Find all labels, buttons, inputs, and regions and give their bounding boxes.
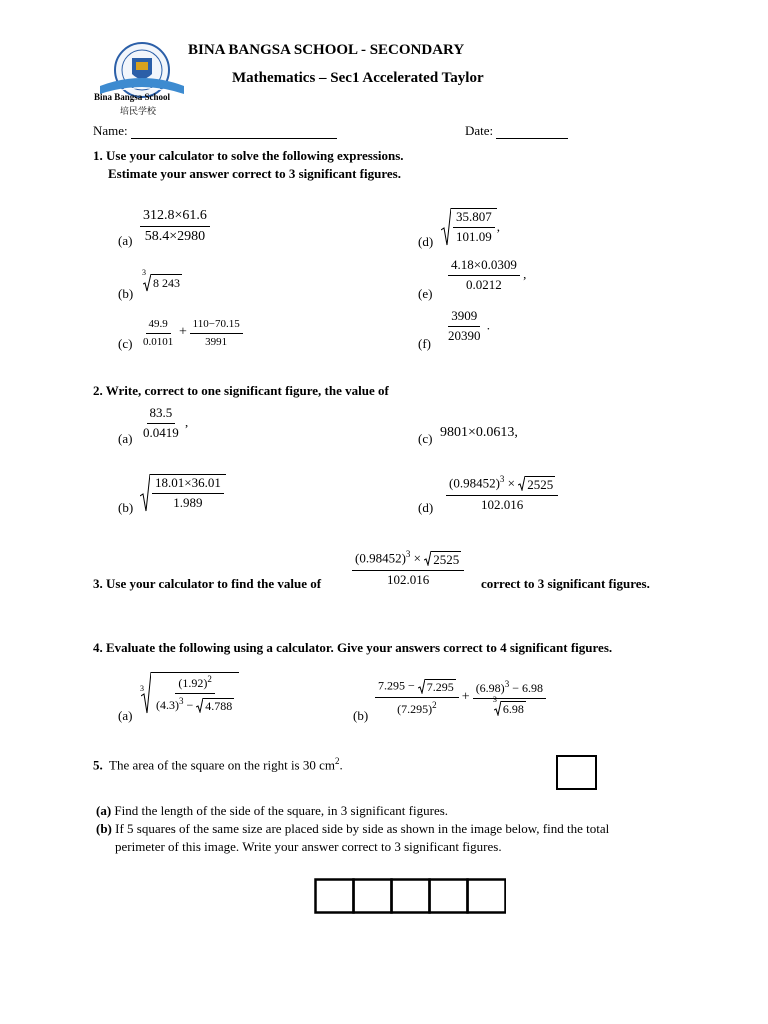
q4a-num-base: (1.92) <box>178 676 208 690</box>
q2-title: 2. Write, correct to one significant figure, the value of <box>93 383 389 398</box>
q3-base: (0.98452) <box>355 550 406 566</box>
q1b-radicand: 8 243 <box>153 276 180 290</box>
name-field[interactable] <box>93 123 337 139</box>
q2d-fraction <box>446 474 558 513</box>
q5-statement <box>93 756 343 773</box>
q4a-cube-root <box>140 672 239 714</box>
five-squares-diagram <box>314 878 506 914</box>
q3-radicand: 2525 <box>433 551 460 567</box>
q2c-label: (c) <box>418 431 433 446</box>
radical-icon <box>424 551 431 566</box>
q5a-text: Find the length of the side of the square, in 3 significant figures. <box>114 803 449 818</box>
q2a-label: (a) <box>118 431 133 446</box>
five-squares-figure <box>314 878 506 918</box>
square-4 <box>430 880 468 913</box>
q3-suffix: correct to 3 significant figures. <box>481 576 650 591</box>
date-line <box>496 126 568 139</box>
q4a-den-base: (4.3) <box>156 697 179 712</box>
q2d-base: (0.98452) <box>449 475 500 491</box>
q2d-radicand: 2525 <box>527 476 554 492</box>
q1f-numerator: 3909 <box>448 309 480 327</box>
q4b-num2-exp: 3 <box>504 679 510 689</box>
q1-line2: Estimate your answer correct to 3 significant figures. <box>108 166 401 181</box>
q3-denominator: 102.016 <box>387 571 430 587</box>
square-3 <box>392 880 430 913</box>
radical-icon <box>196 698 203 713</box>
q2d-times: × <box>507 475 516 491</box>
q4a-label: (a) <box>118 708 133 723</box>
q1d-numerator: 35.807 <box>453 210 495 228</box>
q5a-label: (a) <box>96 803 112 818</box>
q2b-numerator: 18.01×36.01 <box>152 476 224 494</box>
q1c-num1: 49.9 <box>146 318 171 334</box>
q4b-den1-exp: 2 <box>432 699 437 710</box>
q3-prefix: 3. Use your calculator to find the value of <box>93 576 322 591</box>
q5b-line <box>96 821 609 837</box>
q1f-period: . <box>486 317 490 333</box>
subject-title: Mathematics – Sec1 Accelerated Taylor <box>232 70 484 86</box>
q1f-denominator: 20390 <box>448 327 481 343</box>
q1c-plus: + <box>179 324 187 340</box>
q4a-denominator <box>153 694 237 714</box>
square-5 <box>468 880 506 913</box>
q2a-expression <box>140 406 188 441</box>
q3-times: × <box>413 550 422 566</box>
q1d-comma: , <box>496 219 500 234</box>
q2a-denominator: 0.0419 <box>143 424 179 440</box>
q4a-den-exp: 3 <box>179 695 184 706</box>
q4b-num2-base: (6.98) <box>475 681 505 695</box>
school-name: BINA BANGSA SCHOOL - SECONDARY <box>188 42 465 58</box>
q2a-comma: , <box>185 414 189 430</box>
q5-unit-exp: 2 <box>335 756 340 766</box>
q1f-expression <box>445 309 490 344</box>
square-2 <box>354 880 392 913</box>
q2b-denominator: 1.989 <box>173 494 203 510</box>
q1-line1: 1. Use your calculator to solve the following expressions. <box>93 148 404 163</box>
q4b-den2 <box>490 694 529 717</box>
q2a-numerator: 83.5 <box>147 406 176 424</box>
school-logo <box>92 40 192 116</box>
q4b-num2-tail: − 6.98 <box>512 681 543 695</box>
q1e-denominator: 0.0212 <box>466 276 502 292</box>
q3-numerator <box>352 549 464 571</box>
q2d-denominator: 102.016 <box>481 496 524 512</box>
radical-icon <box>518 476 525 491</box>
q1e-label: (e) <box>418 286 433 301</box>
q3-exp: 3 <box>405 549 411 559</box>
q1a-denominator: 58.4×2980 <box>144 229 206 245</box>
q1b-label: (b) <box>118 286 134 301</box>
q4a-num-exp: 2 <box>207 674 212 684</box>
q3-fraction <box>352 549 464 588</box>
name-label: Name: <box>93 123 128 138</box>
q1e-numerator: 4.18×0.0309 <box>448 258 520 276</box>
q1c-label: (c) <box>118 336 133 351</box>
q4b-den2-radicand: 6.98 <box>502 701 524 716</box>
q2b-sqrt <box>140 474 226 512</box>
q1d-denominator: 101.09 <box>456 228 492 244</box>
radical-icon <box>140 474 150 512</box>
q4a-index: 3 <box>140 684 144 693</box>
q4b-den1-base: (7.295) <box>397 701 433 716</box>
radical-icon <box>418 679 425 694</box>
q5-text: The area of the square on the right is 30 cm <box>109 757 335 773</box>
logo-text: Bina Bangsa School <box>94 92 171 102</box>
q2b-label: (b) <box>118 500 134 515</box>
q4b-num1-a: 7.295 − <box>378 678 415 693</box>
name-line <box>131 126 337 139</box>
q4b-num1 <box>375 679 459 698</box>
q1c-den1: 0.0101 <box>143 335 174 348</box>
q4a-den-radicand: 4.788 <box>205 699 233 714</box>
q1d-sqrt <box>441 208 500 246</box>
q2c-expression: 9801×0.0613, <box>440 425 518 440</box>
date-label: Date: <box>465 123 494 138</box>
q1c-expression <box>140 318 243 348</box>
q4b-num1-radicand: 7.295 <box>426 680 454 694</box>
square-1 <box>316 880 354 913</box>
q5b-text: If 5 squares of the same size are placed side by side as shown in the image below, find the total <box>115 821 610 836</box>
q4b-label: (b) <box>353 708 369 723</box>
q4-title: 4. Evaluate the following using a calculator. Give your answers correct to 4 significant figures. <box>93 640 613 655</box>
q5b-text-line2: perimeter of this image. Write your answer correct to 3 significant figures. <box>115 839 502 854</box>
q5-number: 5. <box>93 757 103 773</box>
q2d-label: (d) <box>418 500 434 515</box>
q1c-num2: 110−70.15 <box>190 318 243 334</box>
q1b-index: 3 <box>142 268 146 277</box>
q1d-label: (d) <box>418 234 434 249</box>
radical-icon <box>441 208 451 246</box>
q5a-line <box>96 803 448 819</box>
q1e-comma: , <box>523 266 527 282</box>
q4b-den1 <box>394 698 440 717</box>
q5b-label: (b) <box>96 821 112 836</box>
q1a-fraction <box>140 208 210 245</box>
q4b-den2-index: 3 <box>492 694 497 704</box>
q4b-plus: + <box>461 689 470 705</box>
q2d-numerator <box>446 474 558 496</box>
q1a-numerator: 312.8×61.6 <box>140 208 210 227</box>
q4a-numerator <box>175 674 215 694</box>
q2d-exp: 3 <box>499 474 505 484</box>
q1f-label: (f) <box>418 336 431 351</box>
q1b-cube-root <box>142 268 182 292</box>
q1e-expression <box>448 258 526 293</box>
q4b-num2 <box>473 679 546 699</box>
q1c-den2: 3991 <box>205 335 228 348</box>
q1a-label: (a) <box>118 233 133 248</box>
logo-chinese: 培民学校 <box>120 106 157 116</box>
single-square-figure <box>556 755 597 790</box>
q4b-expression <box>375 679 546 717</box>
q5-period: . <box>339 757 343 773</box>
date-field[interactable] <box>465 123 568 139</box>
q4a-minus: − <box>186 697 194 712</box>
